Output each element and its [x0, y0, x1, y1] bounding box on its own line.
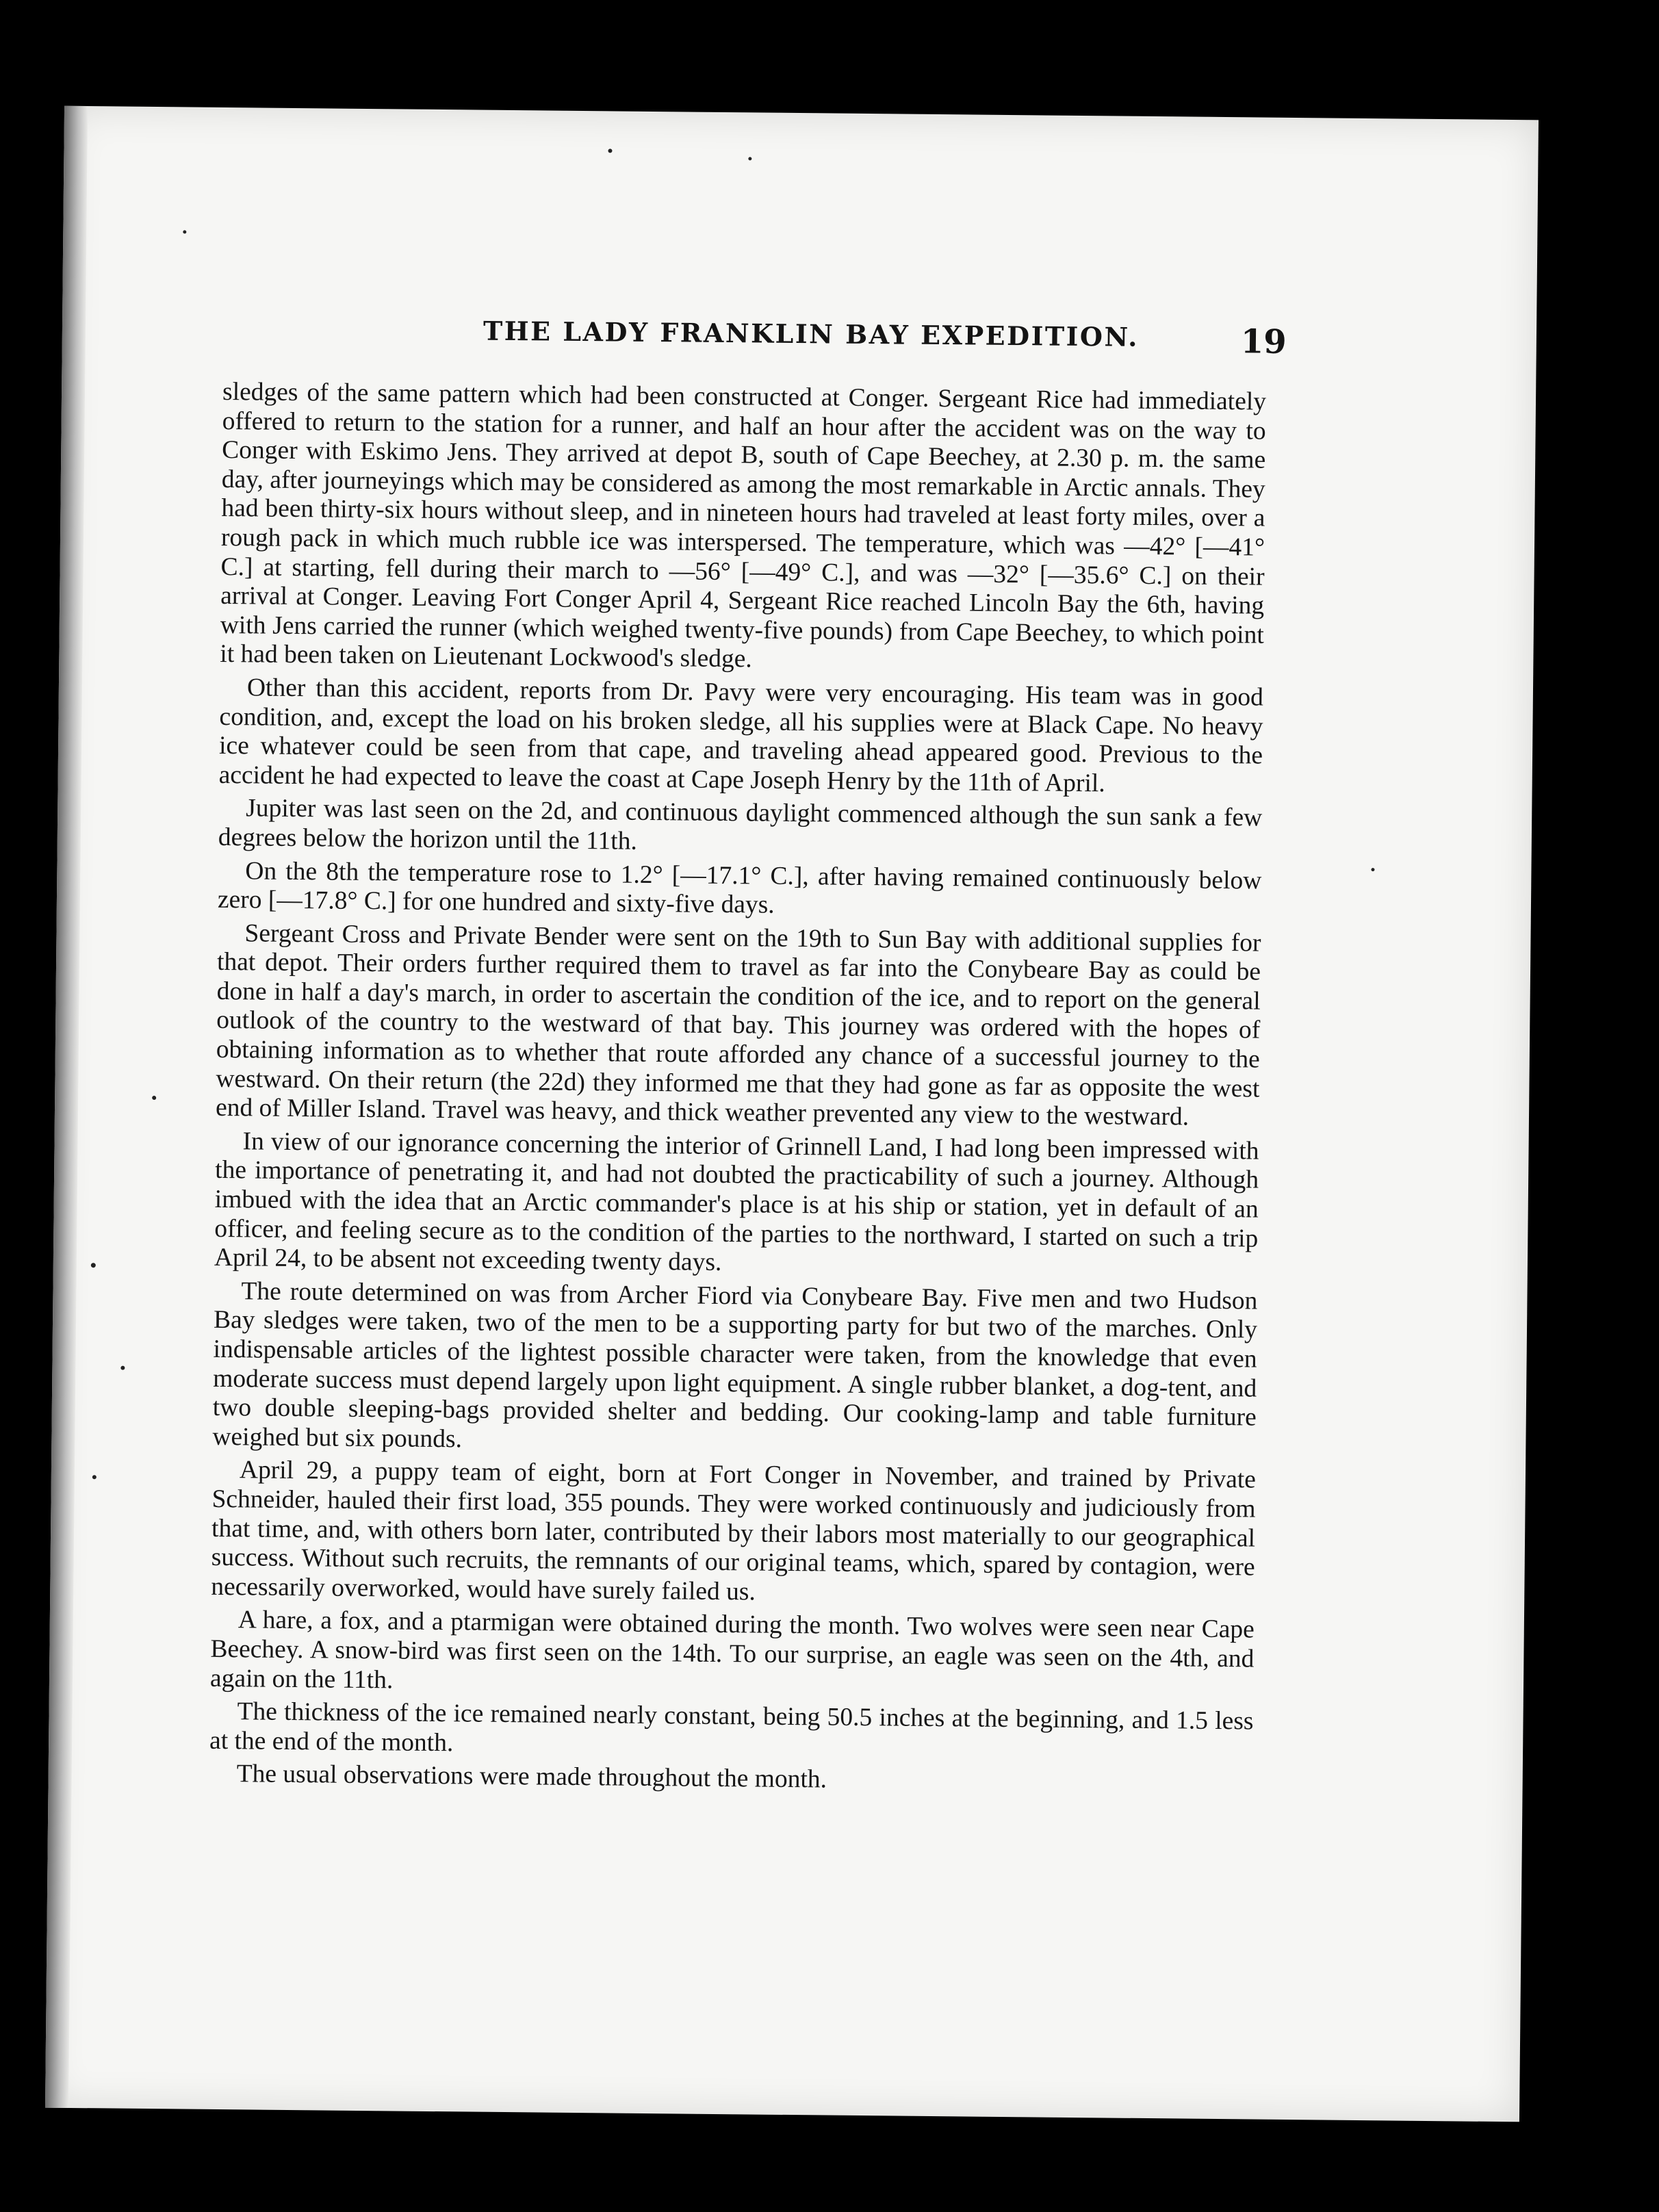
- paragraph-4: On the 8th the temperature rose to 1.2° [—17.1° C.], after having remained continuously below zero [—17.8° C.] for one hundred and sixty-five days.: [217, 856, 1262, 919]
- page-binding-edge: [45, 106, 88, 2108]
- scan-speck: [1371, 868, 1374, 871]
- paragraph-8: April 29, a puppy team of eight, born at Fort Conger in November, and trained by Private Schneider, hauled their first load, 355 pounds. They were worked continuously and judiciously from that time, and, with others born later, contributed by their labors most materially to our geographical success. Without such recruits, the remnants of our original teams, which, spared by contagion, were necessarily overworked, would have surely failed us.: [211, 1456, 1257, 1606]
- paragraph-9: A hare, a fox, and a ptarmigan were obtained during the month. Two wolves were seen near Cape Beechey. A snow-bird was first seen on the 14th. To our surprise, an eagle was seen on the 4th, and again on the 11th.: [209, 1606, 1255, 1694]
- scan-speck: [183, 230, 186, 233]
- paragraph-11: The usual observations were made throughout the month.: [236, 1760, 827, 1794]
- scan-speck: [152, 1096, 156, 1100]
- page-header: [62, 311, 1536, 381]
- page-number: 19: [1240, 322, 1287, 361]
- paragraph-5: Sergeant Cross and Private Bender were sent on the 19th to Sun Bay with additional supplies for that depot. Their orders further required them to travel as far into the Conybeare Bay as could be done in half a day's march, in order to ascertain the condition of the ice, and to report on the general outlook of the country to the westward of that bay. This journey was ordered with the hopes of obtaining information as to whether that route afforded any chance of a successful journey to the westward. On their return (the 22d) they informed me that they had gone as far as opposite the west end of Miller Island. Travel was heavy, and thick weather prevented any view to the westward.: [215, 919, 1261, 1131]
- running-head: THE LADY FRANKLIN BAY EXPEDITION.: [483, 315, 1140, 352]
- paragraph-2: Other than this accident, reports from Dr. Pavy were very encouraging. His team was in good condition, and, except the load on his broken sledge, all his supplies were at Black Cape. No heavy ice whatever could be seen from that cape, and traveling ahead appeared good. Previous to the accident he had expected to leave the coast at Cape Joseph Henry by the 11th of April.: [218, 673, 1264, 798]
- scan-speck: [91, 1263, 96, 1268]
- paragraph-7: The route determined on was from Archer Fiord via Conybeare Bay. Five men and two Hudson Bay sledges were taken, two of the men to be a supporting party for but two of the marches. Only indispensable articles of the lightest possible character were taken, from the knowledge that even moderate success must depend largely upon light equipment. A single rubber blanket, a dog-tent, and two double sleeping-bags provided shelter and bedding. Our cooking-lamp and table furniture weighed but six pounds.: [212, 1277, 1258, 1454]
- paragraph-6: In view of our ignorance concerning the interior of Grinnell Land, I had long been impressed with the importance of penetrating it, and had not doubted the practicability of such a journey. Although imbued with the idea that an Arctic commander's place is at his ship or station, yet in default of an officer, and feeling secure as to the condition of the parties to the northward, I started on such a trip April 24, to be absent not exceeding twenty days.: [214, 1127, 1259, 1277]
- scan-speck: [92, 1475, 97, 1479]
- paragraph-1: sledges of the same pattern which had been constructed at Conger. Sergeant Rice had immediately offered to return to the station for a runner, and half an hour after the accident was on the way to Conger with Eskimo Jens. They arrived at depot B, south of Cape Beechey, at 2.30 p. m. the same day, after journeyings which may be considered as among the most remarkable in Arctic annals. They had been thirty-six hours without sleep, and in nineteen hours had traveled at least forty miles, over a rough pack in which much rubble ice was interspersed. The temperature, which was —42° [—41° C.] at starting, fell during their march to —56° [—49° C.], and was —32° [—35.6° C.] on their arrival at Conger. Leaving Fort Conger April 4, Sergeant Rice reached Lincoln Bay the 6th, having with Jens carried the runner (which weighed twenty-five pounds) from Cape Beechey, to which point it had been taken on Lieutenant Lockwood's sledge.: [220, 377, 1267, 673]
- paragraph-3: Jupiter was last seen on the 2d, and continuous daylight commenced although the sun sank a few degrees below the horizon until the 11th.: [218, 794, 1263, 856]
- body-text: [209, 378, 1266, 1803]
- paragraph-10: The thickness of the ice remained nearly constant, being 50.5 inches at the beginning, and 1.5 less at the end of the month.: [209, 1697, 1254, 1758]
- scan-speck: [608, 149, 612, 153]
- scan-speck: [120, 1366, 125, 1370]
- book-page: [45, 106, 1539, 2122]
- scan-speck: [748, 157, 751, 160]
